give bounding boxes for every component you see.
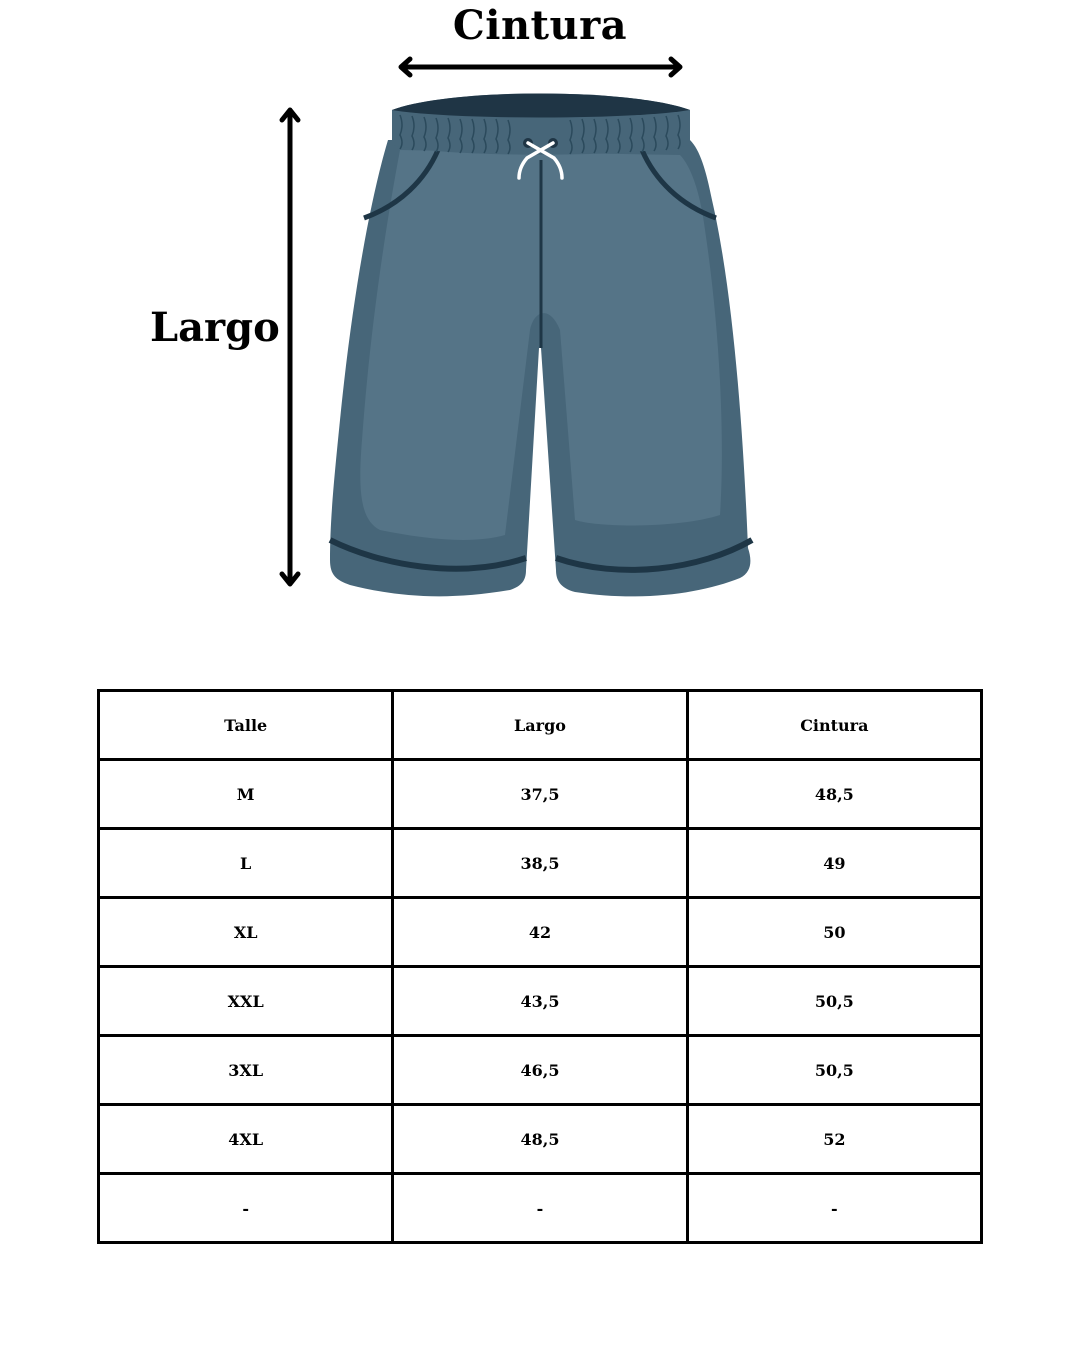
cell-talle: XL xyxy=(99,898,393,967)
table-row xyxy=(99,829,982,898)
header-cintura: Cintura xyxy=(687,691,981,760)
table-row xyxy=(99,898,982,967)
width-label: Cintura xyxy=(452,2,628,49)
cell-cintura: 49 xyxy=(687,829,981,898)
cell-cintura: 50,5 xyxy=(687,967,981,1036)
cell-talle: 4XL xyxy=(99,1105,393,1174)
cell-cintura: 52 xyxy=(687,1105,981,1174)
cell-largo: 38,5 xyxy=(393,829,687,898)
table-row xyxy=(99,760,982,829)
cell-cintura: 48,5 xyxy=(687,760,981,829)
cell-largo: 46,5 xyxy=(393,1036,687,1105)
shorts-illustration xyxy=(0,0,1080,650)
cell-largo: 42 xyxy=(393,898,687,967)
size-chart-table xyxy=(97,689,983,1244)
cell-talle: L xyxy=(99,829,393,898)
cell-cintura: - xyxy=(687,1174,981,1243)
shorts-icon xyxy=(330,94,752,597)
cell-largo: - xyxy=(393,1174,687,1243)
table-row xyxy=(99,967,982,1036)
length-arrow-icon xyxy=(282,110,298,584)
cell-talle: XXL xyxy=(99,967,393,1036)
length-label: Largo xyxy=(150,304,280,351)
table-header-row xyxy=(99,691,982,760)
header-largo: Largo xyxy=(393,691,687,760)
cell-cintura: 50 xyxy=(687,898,981,967)
cell-largo: 43,5 xyxy=(393,967,687,1036)
cell-largo: 37,5 xyxy=(393,760,687,829)
cell-talle: M xyxy=(99,760,393,829)
table-row xyxy=(99,1105,982,1174)
header-talle: Talle xyxy=(99,691,393,760)
cell-talle: - xyxy=(99,1174,393,1243)
width-arrow-icon xyxy=(401,59,680,75)
cell-talle: 3XL xyxy=(99,1036,393,1105)
cell-cintura: 50,5 xyxy=(687,1036,981,1105)
cell-largo: 48,5 xyxy=(393,1105,687,1174)
table-row xyxy=(99,1174,982,1243)
table-row xyxy=(99,1036,982,1105)
